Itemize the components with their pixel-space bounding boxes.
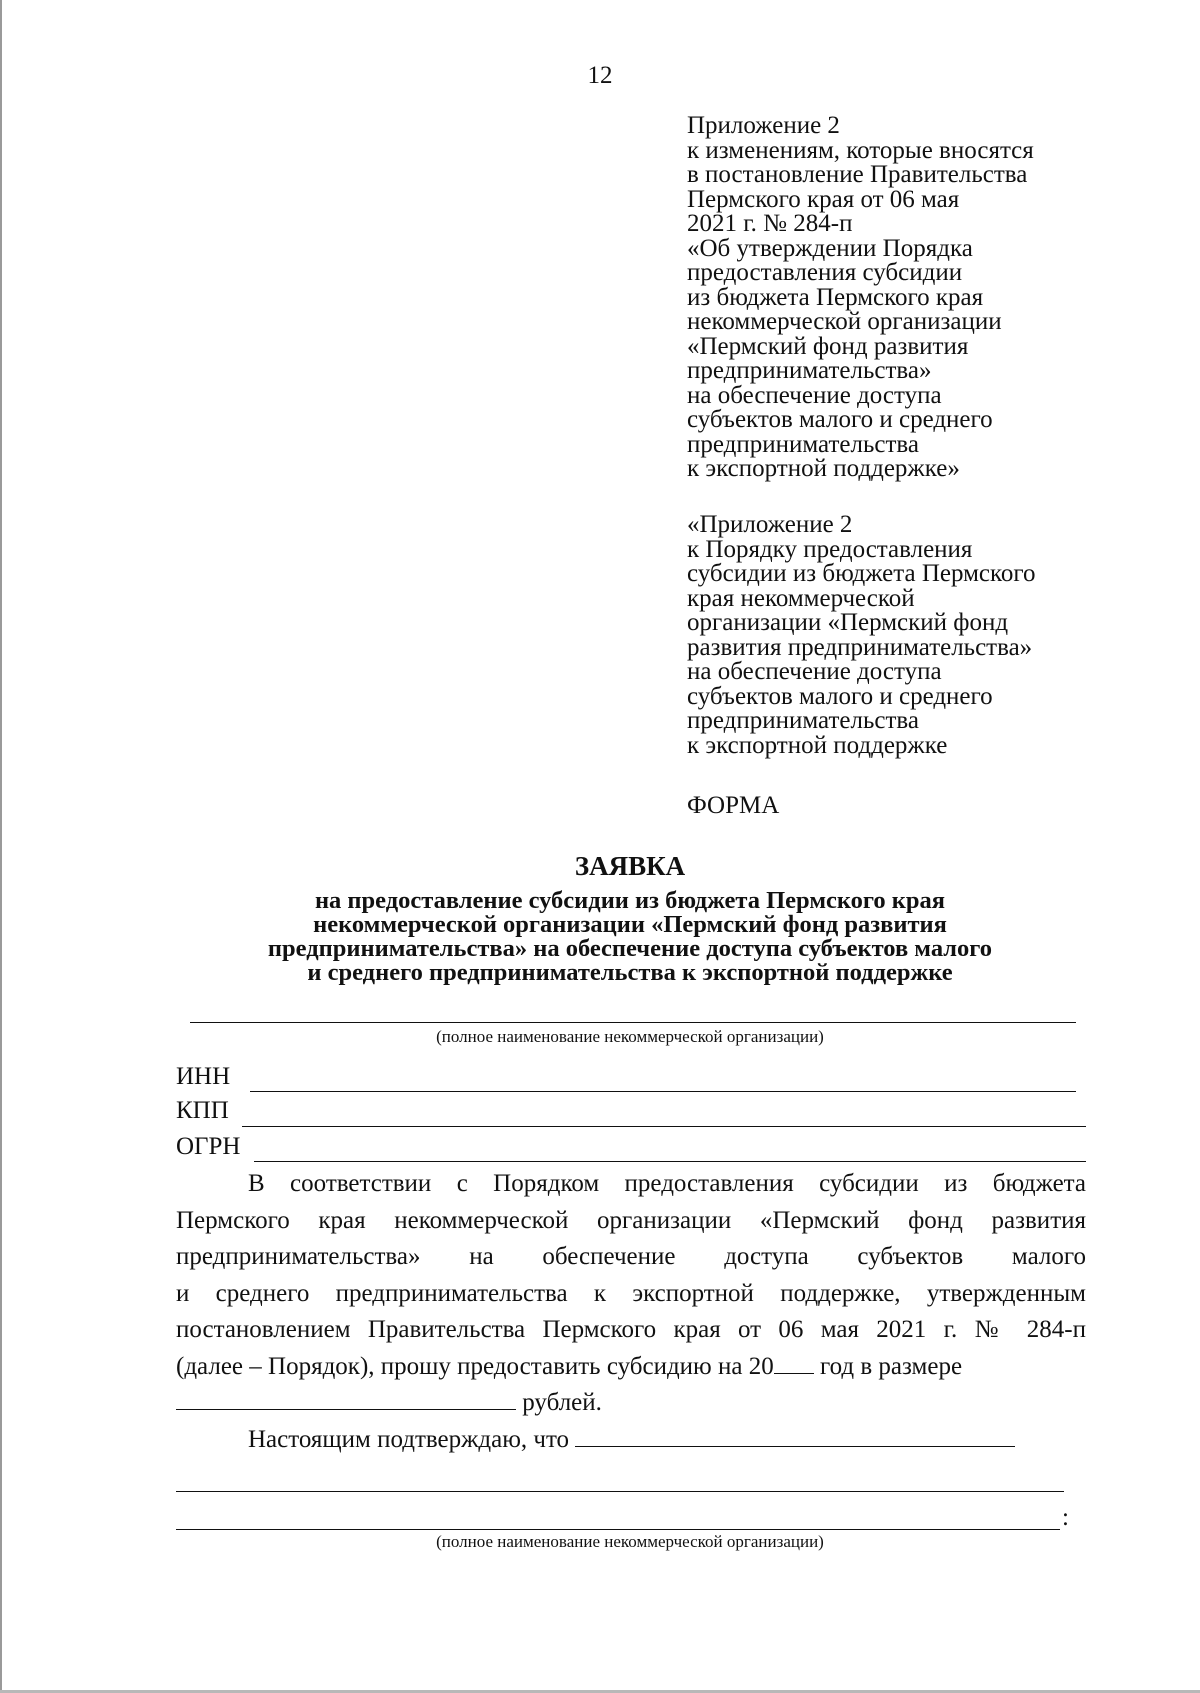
annex-line: на обеспечение доступа [687,381,942,409]
annex-line: к экспортной поддержке» [687,455,960,482]
org-name-blank-line-3[interactable] [176,1529,1060,1530]
paragraph-line: В соответствии с Порядком предоставления субсидии из бюджета [248,1170,1086,1197]
annex-header-amendments [687,114,1034,482]
annex-line: края некоммерческой [687,584,915,612]
annex-line: субъектов малого и среднего [687,406,993,433]
annex-line: к изменениям, которые вносятся [687,136,1034,164]
page-number: 12 [587,62,613,89]
inn-label: ИНН [176,1063,231,1090]
kpp-blank-line[interactable] [242,1126,1086,1127]
kpp-label: КПП [176,1097,229,1124]
annex-line: из бюджета Пермского края [687,283,984,311]
annex-line: Пермского края от 06 мая [687,185,960,213]
confirmation-text: Настоящим подтверждаю, что [248,1425,576,1453]
ogrn-label: ОГРН [176,1133,241,1160]
form-label: ФОРМА [687,792,780,819]
annex-line: в постановление Правительства [687,161,1028,188]
annex-line: 2021 г. № 284-п [687,210,853,237]
scan-edge-left [0,0,2,1693]
annex-line: к экспортной поддержке [687,731,948,759]
annex-line: развития предпринимательства» [687,633,1033,661]
annex-line: «Об утверждении Порядка [687,234,973,262]
annex-line: к Порядку предоставления [687,535,973,563]
annex-line: субсидии из бюджета Пермского [687,560,1036,587]
document-subtitle [200,889,1060,985]
org-name-caption: (полное наименование некоммерческой организации) [436,1027,824,1046]
annex-line: некоммерческой организации [687,308,1002,335]
annex-line: субъектов малого и среднего [687,682,993,710]
annex-line: «Приложение 2 [687,511,853,538]
annex-line: «Пермский фонд развития [687,332,969,360]
paragraph-line: постановлением Правительства Пермского края от 06 мая 2021 г. № 284-п [176,1316,1086,1343]
amount-blank[interactable] [176,1387,516,1410]
annex-line: на обеспечение доступа [687,658,942,685]
document-title: ЗАЯВКА [574,851,686,881]
annex-line: Приложение 2 [687,112,840,139]
confirmation-line [176,1422,1086,1459]
annex-line: предпринимательства» [687,357,932,384]
annex-line: предпринимательства [687,707,919,734]
subtitle-line: некоммерческой организации «Пермский фонд развития [313,911,947,938]
subtitle-line: и среднего предпринимательства к экспортной поддержке [307,959,953,986]
subtitle-line: предпринимательства» на обеспечение доступа субъектов малого [267,935,993,962]
org-name-blank-line-2[interactable] [176,1491,1064,1492]
paragraph-line: Пермского края некоммерческой организации «Пермский фонд развития [176,1206,1086,1234]
annex-line: предоставления субсидии [687,259,963,286]
subtitle-line: на предоставление субсидии из бюджета Пермского края [314,887,946,914]
paragraph-line-amount [176,1385,1086,1422]
annex-header-procedure [687,513,1036,758]
confirmation-blank[interactable] [575,1424,1015,1447]
request-paragraph [176,1166,1086,1458]
org-name-blank-line[interactable] [190,1022,1076,1023]
inn-blank-line[interactable] [250,1091,1076,1092]
ogrn-blank-line[interactable] [254,1161,1086,1162]
colon-mark: : [1062,1504,1069,1531]
paragraph-line-year [176,1349,1086,1386]
year-prefix-text: (далее – Порядок), прошу предоставить субсидию на 20 [176,1352,774,1380]
paragraph-line: предпринимательства» на обеспечение доступа субъектов малого [176,1243,1086,1270]
annex-line: предпринимательства [687,430,919,458]
org-name-caption-2: (полное наименование некоммерческой организации) [436,1532,824,1551]
year-blank[interactable] [774,1351,814,1374]
amount-suffix: рублей. [516,1389,602,1416]
paragraph-line: и среднего предпринимательства к экспортной поддержке, утвержденным [176,1279,1086,1307]
amount-intro-text: год в размере [813,1352,963,1380]
annex-line: организации «Пермский фонд [687,609,1009,636]
